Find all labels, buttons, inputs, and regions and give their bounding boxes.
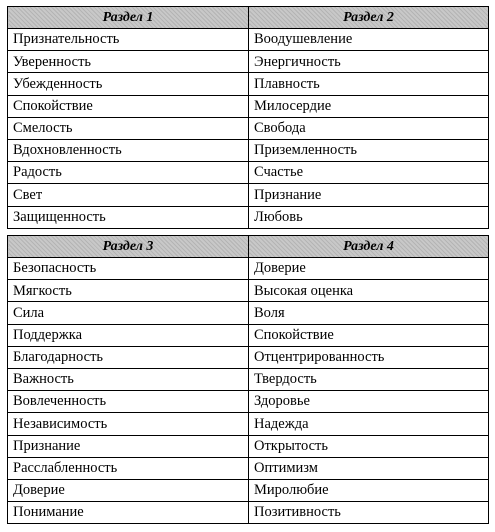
table-row xyxy=(8,413,489,435)
table-cell: Воля xyxy=(249,302,489,324)
table-cell: Свобода xyxy=(249,117,489,139)
table-cell: Отцентрированность xyxy=(249,346,489,368)
table-cell: Приземленность xyxy=(249,139,489,161)
table-row xyxy=(8,117,489,139)
table-cell: Признание xyxy=(8,435,249,457)
table-cell: Смелость xyxy=(8,117,249,139)
table-cell: Любовь xyxy=(249,206,489,228)
table-cell: Признательность xyxy=(8,29,249,51)
table-cell: Вовлеченность xyxy=(8,391,249,413)
table-row xyxy=(8,139,489,161)
table-cell: Воодушевление xyxy=(249,29,489,51)
table-cell: Энергичность xyxy=(249,51,489,73)
table-cell: Милосердие xyxy=(249,95,489,117)
table-cell: Высокая оценка xyxy=(249,280,489,302)
table-cell: Уверенность xyxy=(8,51,249,73)
table-row xyxy=(8,73,489,95)
table-row xyxy=(8,95,489,117)
table-cell: Оптимизм xyxy=(249,457,489,479)
table-row xyxy=(8,162,489,184)
table-cell: Спокойствие xyxy=(8,95,249,117)
table-row xyxy=(8,502,489,524)
table-cell: Свет xyxy=(8,184,249,206)
table-cell: Доверие xyxy=(8,479,249,501)
table-cell: Благодарность xyxy=(8,346,249,368)
table-row xyxy=(8,280,489,302)
table-row xyxy=(8,435,489,457)
table-cell: Убежденность xyxy=(8,73,249,95)
table-cell: Признание xyxy=(249,184,489,206)
table-cell: Безопасность xyxy=(8,258,249,280)
table-row xyxy=(8,391,489,413)
table-row xyxy=(8,258,489,280)
table-row xyxy=(8,206,489,228)
table-body xyxy=(8,258,489,524)
column-header-section-4: Раздел 4 xyxy=(249,236,489,258)
table-cell: Понимание xyxy=(8,502,249,524)
table-cell: Расслабленность xyxy=(8,457,249,479)
table-cell: Радость xyxy=(8,162,249,184)
table-row xyxy=(8,457,489,479)
table-row xyxy=(8,184,489,206)
table-cell: Защищенность xyxy=(8,206,249,228)
table-cell: Открытость xyxy=(249,435,489,457)
table-cell: Надежда xyxy=(249,413,489,435)
table-cell: Доверие xyxy=(249,258,489,280)
table-cell: Мягкость xyxy=(8,280,249,302)
table-cell: Здоровье xyxy=(249,391,489,413)
table-header-row xyxy=(8,7,489,29)
table-cell: Поддержка xyxy=(8,324,249,346)
table-cell: Сила xyxy=(8,302,249,324)
table-sections-1-2 xyxy=(7,6,489,229)
table-row xyxy=(8,324,489,346)
table-cell: Плавность xyxy=(249,73,489,95)
table-header-row xyxy=(8,236,489,258)
table-cell: Важность xyxy=(8,368,249,390)
table-cell: Миролюбие xyxy=(249,479,489,501)
table-cell: Спокойствие xyxy=(249,324,489,346)
table-row xyxy=(8,29,489,51)
column-header-section-2: Раздел 2 xyxy=(249,7,489,29)
table-cell: Твердость xyxy=(249,368,489,390)
table-row xyxy=(8,346,489,368)
table-row xyxy=(8,51,489,73)
table-cell: Независимость xyxy=(8,413,249,435)
table-row xyxy=(8,479,489,501)
column-header-section-3: Раздел 3 xyxy=(8,236,249,258)
table-cell: Счастье xyxy=(249,162,489,184)
table-row xyxy=(8,302,489,324)
table-row xyxy=(8,368,489,390)
column-header-section-1: Раздел 1 xyxy=(8,7,249,29)
table-cell: Вдохновленность xyxy=(8,139,249,161)
table-cell: Позитивность xyxy=(249,502,489,524)
table-body xyxy=(8,29,489,229)
table-sections-3-4 xyxy=(7,235,489,524)
